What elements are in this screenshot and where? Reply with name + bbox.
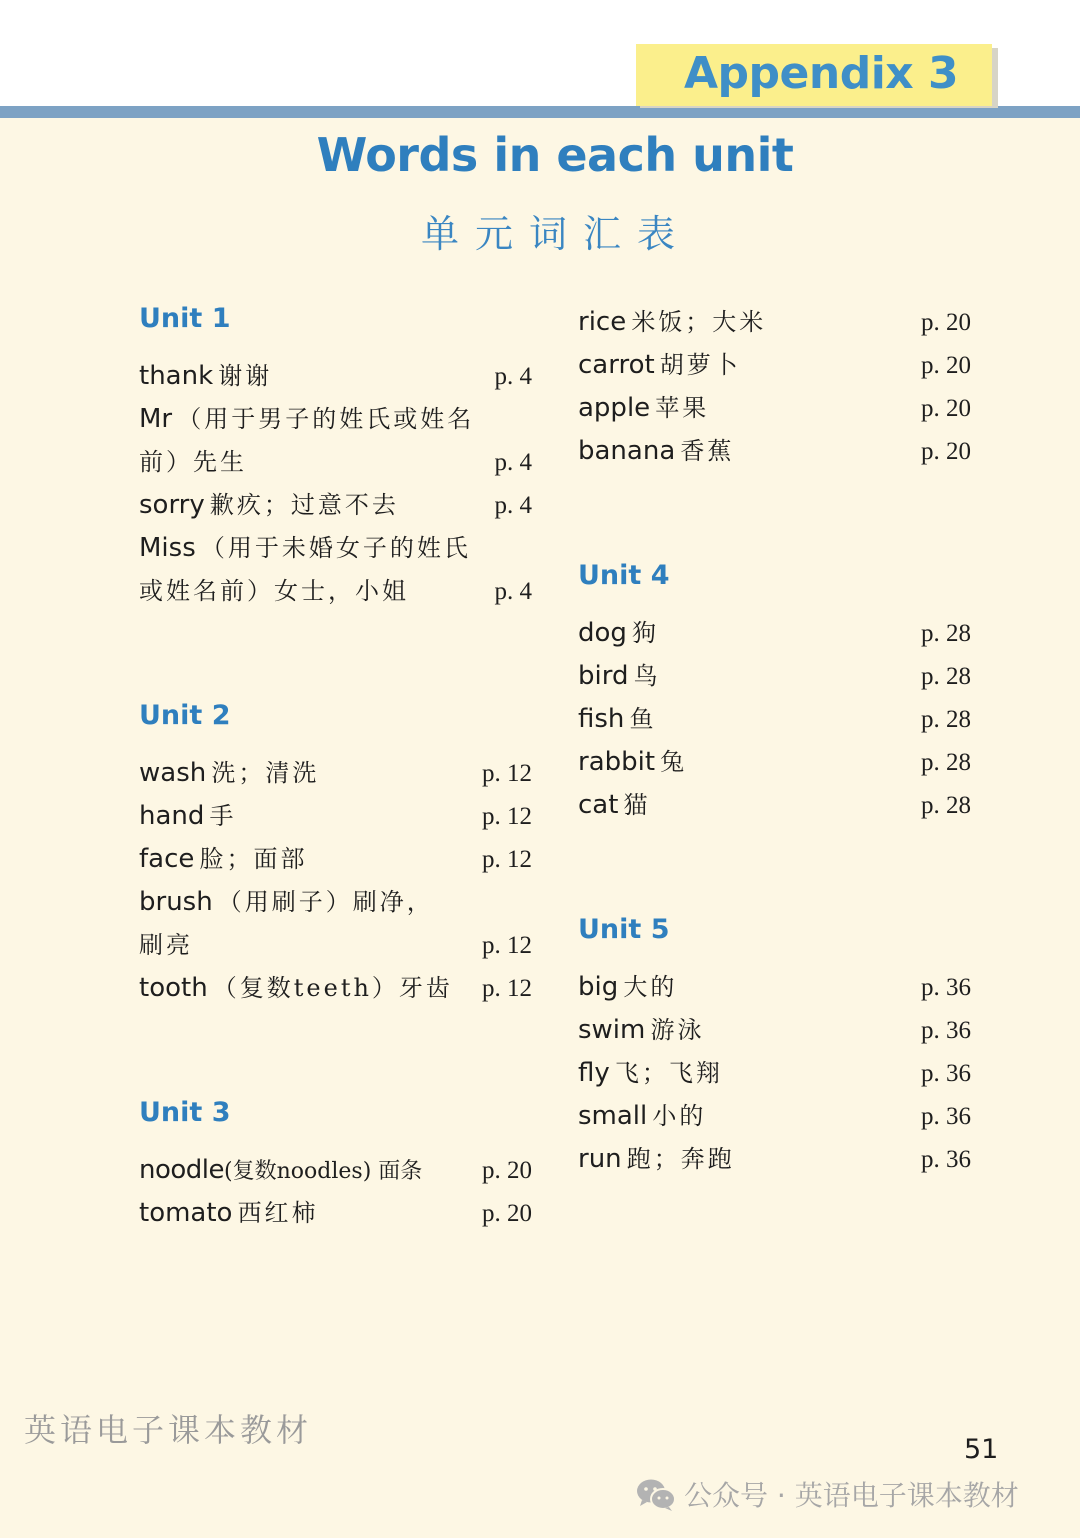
- vocab-word: face: [139, 844, 195, 874]
- vocab-word: swim: [578, 1015, 646, 1045]
- vocab-entry: [578, 430, 971, 473]
- vocab-page: p. 20: [921, 395, 971, 422]
- vocab-page: p. 12: [482, 975, 532, 1002]
- vocab-meaning: 脸；面部: [199, 845, 308, 873]
- vocab-page: p. 20: [921, 352, 971, 379]
- vocab-page: p. 28: [921, 620, 971, 647]
- vocab-meaning: 猫: [623, 791, 651, 819]
- vocab-word: banana: [578, 436, 676, 466]
- vocab-entry: [578, 1052, 971, 1095]
- vocab-word: Miss: [139, 533, 196, 563]
- vocab-page: p. 20: [482, 1157, 532, 1184]
- vocab-meaning: 前）先生: [139, 448, 247, 476]
- vocab-entry: [578, 1095, 971, 1138]
- vocab-entry: [139, 1149, 532, 1192]
- vocab-page: p. 12: [482, 846, 532, 873]
- vocab-word: thank: [139, 361, 214, 391]
- vocab-page: p. 12: [482, 932, 532, 959]
- vocab-word: small: [578, 1101, 648, 1131]
- vocab-word: rabbit: [578, 747, 656, 777]
- unit-2-heading: Unit 2: [139, 700, 231, 731]
- appendix-tab: [636, 44, 992, 106]
- vocab-entry: [578, 612, 971, 655]
- vocab-meaning: 香蕉: [680, 437, 735, 465]
- vocab-entry: [578, 966, 971, 1009]
- footer-source-label: 公众号 · 英语电子课本教材: [684, 1479, 1019, 1512]
- vocab-meaning: 或姓名前）女士，小姐: [139, 577, 409, 605]
- page-subtitle: 单元词汇表: [420, 212, 691, 256]
- vocab-entry: [578, 655, 971, 698]
- vocab-entry: [578, 301, 971, 344]
- vocab-word: bird: [578, 661, 629, 691]
- vocab-word: Mr: [139, 404, 173, 434]
- unit-5-heading: Unit 5: [578, 914, 670, 945]
- vocab-page: p. 4: [494, 492, 532, 519]
- vocab-page: p. 20: [482, 1200, 532, 1227]
- vocab-word: run: [578, 1144, 622, 1174]
- vocab-page: p. 36: [921, 1060, 971, 1087]
- vocab-page: p. 20: [921, 438, 971, 465]
- vocab-word: dog: [578, 618, 627, 648]
- vocab-page: p. 4: [494, 363, 532, 390]
- vocab-meaning: 歉疚；过意不去: [209, 491, 399, 519]
- vocab-word: carrot: [578, 350, 655, 380]
- vocab-meaning: 米饭；大米: [631, 308, 767, 336]
- vocab-meaning: 游泳: [650, 1016, 705, 1044]
- vocab-page: p. 36: [921, 1103, 971, 1130]
- unit-1-heading: Unit 1: [139, 303, 231, 334]
- vocab-word: sorry: [139, 490, 205, 520]
- vocab-meaning: 鱼: [629, 705, 657, 733]
- page-title: Words in each unit: [316, 128, 794, 182]
- vocab-page: p. 20: [921, 309, 971, 336]
- vocab-word: cat: [578, 790, 619, 820]
- vocab-page: p. 36: [921, 1017, 971, 1044]
- vocab-word: brush: [139, 887, 213, 917]
- vocab-meaning: 胡萝卜: [659, 351, 741, 379]
- vocab-meaning: 狗: [632, 619, 660, 647]
- vocab-entry: [139, 398, 532, 441]
- vocab-entry: [139, 795, 532, 838]
- vocab-meaning: （用于男子的姓氏或姓名: [177, 405, 475, 433]
- vocab-word: big: [578, 972, 619, 1002]
- vocab-meaning: 手: [209, 802, 237, 830]
- vocab-word: tooth: [139, 973, 208, 1003]
- vocab-meaning: 飞；飞翔: [614, 1059, 723, 1087]
- watermark-text: 英语电子课本教材: [24, 1411, 313, 1449]
- vocab-entry: [139, 355, 532, 398]
- vocab-word: apple: [578, 393, 651, 423]
- vocab-word: hand: [139, 801, 205, 831]
- vocab-page: p. 4: [494, 449, 532, 476]
- page-number: 51: [964, 1434, 999, 1465]
- vocab-entry: [139, 484, 532, 527]
- vocab-page: p. 28: [921, 706, 971, 733]
- vocab-entry: [578, 741, 971, 784]
- vocab-page: p. 12: [482, 760, 532, 787]
- vocab-meaning: 跑；奔跑: [626, 1145, 735, 1173]
- vocab-meaning: （复数teeth）牙齿: [212, 974, 453, 1002]
- vocab-entry: [139, 527, 532, 570]
- vocab-entry: [578, 784, 971, 827]
- vocab-word: fish: [578, 704, 625, 734]
- unit-4-heading: Unit 4: [578, 560, 670, 591]
- vocab-word: rice: [578, 307, 627, 337]
- vocab-page: p. 36: [921, 974, 971, 1001]
- vocab-word: fly: [578, 1058, 610, 1088]
- vocab-meaning: (复数noodles) 面条: [224, 1159, 423, 1184]
- vocab-meaning: 西红柿: [237, 1199, 319, 1227]
- vocab-meaning: 兔: [660, 748, 688, 776]
- vocab-meaning: 谢谢: [218, 362, 273, 390]
- vocab-entry-continued: [139, 441, 532, 484]
- vocab-page: p. 4: [494, 578, 532, 605]
- vocab-meaning: 苹果: [655, 394, 710, 422]
- vocab-page: p. 36: [921, 1146, 971, 1173]
- vocab-page: p. 28: [921, 792, 971, 819]
- appendix-label: Appendix 3: [684, 48, 959, 99]
- vocab-entry: [139, 967, 532, 1010]
- vocab-meaning: 洗；清洗: [211, 759, 320, 787]
- vocab-word: wash: [139, 758, 207, 788]
- vocab-meaning: 大的: [623, 973, 678, 1001]
- vocab-page: p. 28: [921, 663, 971, 690]
- vocab-meaning: 小的: [652, 1102, 707, 1130]
- vocab-entry: [578, 698, 971, 741]
- vocab-entry: [578, 344, 971, 387]
- unit-3-heading: Unit 3: [139, 1097, 231, 1128]
- vocab-entry: [578, 1009, 971, 1052]
- wechat-icon: [636, 1478, 676, 1512]
- vocab-page: p. 12: [482, 803, 532, 830]
- vocab-meaning: （用刷子）刷净，: [217, 888, 434, 916]
- vocab-meaning: 鸟: [633, 662, 661, 690]
- vocab-word: noodle: [139, 1155, 225, 1185]
- vocab-entry: [578, 387, 971, 430]
- vocab-entry: [139, 838, 532, 881]
- vocab-entry-continued: [139, 924, 532, 967]
- vocab-entry-continued: [139, 570, 532, 613]
- vocab-meaning: （用于未婚女子的姓氏: [200, 534, 471, 562]
- vocab-entry: [139, 1192, 532, 1235]
- vocab-entry: [139, 881, 532, 924]
- vocab-entry: [139, 752, 532, 795]
- vocab-meaning: 刷亮: [139, 931, 193, 959]
- vocab-page: p. 28: [921, 749, 971, 776]
- vocab-entry: [578, 1138, 971, 1181]
- vocab-word: tomato: [139, 1198, 233, 1228]
